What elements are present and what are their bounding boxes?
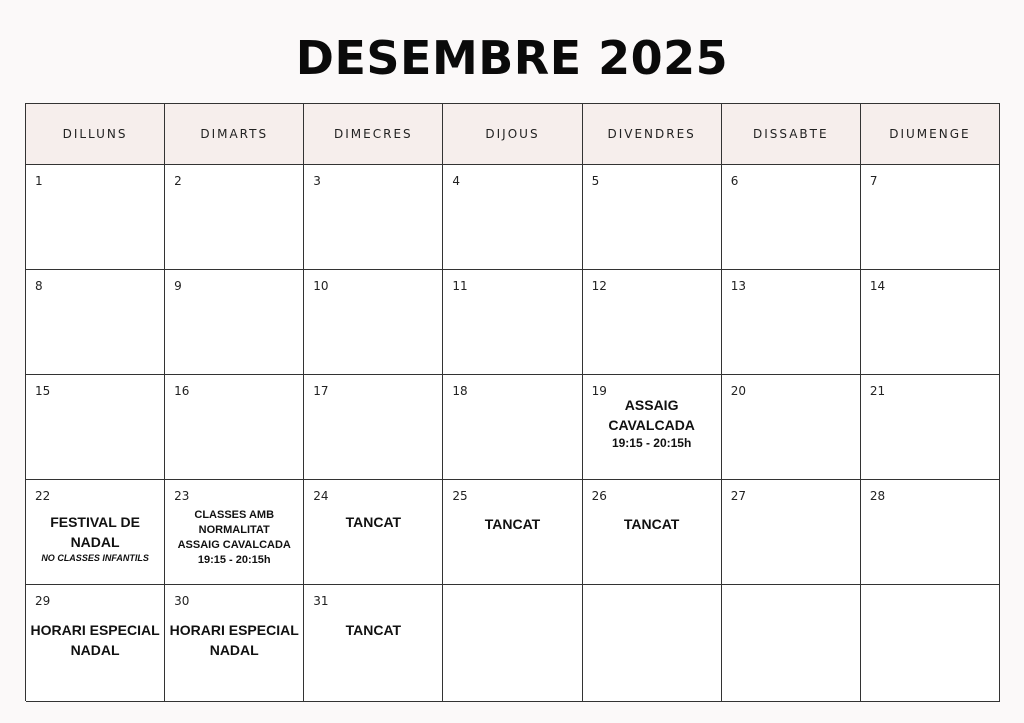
day-cell-3: [304, 165, 443, 270]
event-time: 19:15 - 20:15h: [197, 554, 271, 566]
day-number: 8: [35, 279, 43, 293]
event-title: NADAL: [70, 534, 120, 550]
event-closed: [583, 514, 721, 534]
day-number: 4: [452, 174, 461, 188]
day-cell-14: [861, 270, 1000, 375]
day-cell-25: [443, 480, 582, 585]
day-number: 1: [35, 174, 43, 188]
day-cell-26: [583, 480, 722, 585]
day-cell-15: [26, 375, 165, 480]
day-number: 23: [174, 489, 190, 503]
day-cell-8: [26, 270, 165, 375]
day-cell-19: [583, 375, 722, 480]
weekday-header-friday: DIVENDRES: [583, 104, 722, 165]
event-title: TANCAT: [484, 516, 541, 532]
event-closed: [304, 620, 442, 640]
day-number: 25: [452, 489, 468, 503]
weekday-header-sunday: DIUMENGE: [861, 104, 1000, 165]
day-number: 24: [313, 489, 329, 503]
day-number: 13: [730, 279, 746, 293]
event-title: NADAL: [70, 642, 120, 658]
day-number: 3: [313, 174, 321, 188]
day-number: 15: [35, 384, 51, 398]
day-cell-23: [165, 480, 304, 585]
event-christmas-festival: [26, 512, 164, 565]
day-number: 18: [452, 384, 468, 398]
weekday-header-tuesday: DIMARTS: [165, 104, 304, 165]
event-special-hours: [165, 620, 303, 660]
event-title: HORARI ESPECIAL: [30, 622, 160, 638]
day-number: 22: [35, 489, 51, 503]
day-cell-29: [26, 585, 165, 702]
day-number: 20: [730, 384, 746, 398]
event-closed: [304, 512, 442, 532]
event-title: TANCAT: [345, 514, 402, 530]
day-number: 27: [730, 489, 746, 503]
event-title: TANCAT: [345, 622, 402, 638]
empty-cell: [722, 585, 861, 702]
event-title: ASSAIG: [624, 397, 679, 413]
day-number: 11: [452, 279, 468, 293]
day-number: 31: [313, 594, 329, 608]
day-cell-9: [165, 270, 304, 375]
day-cell-17: [304, 375, 443, 480]
event-classes-normal: [165, 508, 303, 568]
day-number: 30: [174, 594, 190, 608]
day-number: 14: [869, 279, 886, 293]
day-number: 17: [313, 384, 329, 398]
day-number: 2: [174, 174, 182, 188]
day-number: 7: [869, 174, 878, 188]
day-cell-31: [304, 585, 443, 702]
day-number: 28: [869, 489, 886, 503]
event-title: CLASSES AMB: [194, 509, 275, 521]
event-closed: [443, 514, 581, 534]
day-number: 10: [313, 279, 329, 293]
day-cell-22: [26, 480, 165, 585]
event-rehearsal-cavalcade: [583, 395, 721, 452]
page-title: DESEMBRE 2025: [295, 31, 729, 85]
day-cell-2: [165, 165, 304, 270]
day-cell-24: [304, 480, 443, 585]
day-number: 9: [174, 279, 182, 293]
day-cell-13: [722, 270, 861, 375]
day-cell-20: [722, 375, 861, 480]
event-title: ASSAIG CAVALCADA: [177, 539, 291, 551]
weekday-header-wednesday: DIMECRES: [304, 104, 443, 165]
day-number: 5: [591, 174, 600, 188]
weekday-header-saturday: DISSABTE: [722, 104, 861, 165]
day-cell-11: [443, 270, 582, 375]
day-cell-27: [722, 480, 861, 585]
weekday-header-monday: DILLUNS: [26, 104, 165, 165]
day-number: 26: [591, 489, 607, 503]
day-cell-7: [861, 165, 1000, 270]
event-title: NORMALITAT: [198, 524, 270, 536]
day-cell-21: [861, 375, 1000, 480]
event-title: FESTIVAL DE: [50, 514, 140, 530]
event-title: CAVALCADA: [608, 417, 695, 433]
day-cell-1: [26, 165, 165, 270]
day-cell-16: [165, 375, 304, 480]
empty-cell: [861, 585, 1000, 702]
day-number: 6: [730, 174, 739, 188]
event-title: HORARI ESPECIAL: [169, 622, 299, 638]
day-cell-4: [443, 165, 582, 270]
day-number: 12: [591, 279, 607, 293]
day-cell-18: [443, 375, 582, 480]
day-number: 19: [591, 384, 607, 398]
calendar-grid: [25, 103, 1000, 701]
day-cell-28: [861, 480, 1000, 585]
empty-cell: [443, 585, 582, 702]
day-number: 29: [35, 594, 51, 608]
day-cell-6: [722, 165, 861, 270]
day-cell-30: [165, 585, 304, 702]
event-title: NADAL: [209, 642, 259, 658]
day-number: 21: [869, 384, 886, 398]
day-cell-12: [583, 270, 722, 375]
day-number: 16: [174, 384, 190, 398]
event-note: NO CLASSES INFANTILS: [41, 553, 149, 563]
event-title: TANCAT: [623, 516, 680, 532]
day-cell-10: [304, 270, 443, 375]
weekday-header-thursday: DIJOUS: [443, 104, 582, 165]
day-cell-5: [583, 165, 722, 270]
event-time: 19:15 - 20:15h: [611, 436, 692, 450]
empty-cell: [583, 585, 722, 702]
event-special-hours: [26, 620, 164, 660]
